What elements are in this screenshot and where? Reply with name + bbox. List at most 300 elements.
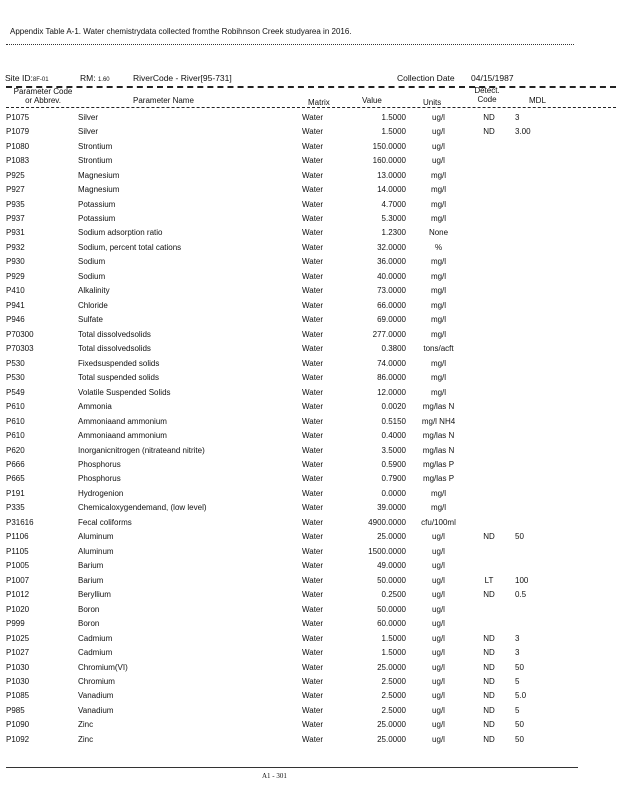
matrix-cell: Water [302,532,324,542]
param-name-cell: Ammonia [78,402,112,412]
units-cell: ug/l [432,691,445,701]
value-cell: 39.0000 [377,503,406,513]
table-row [4,313,531,327]
matrix-cell: Water [302,315,324,325]
param-name-cell: Boron [78,604,100,614]
header-top-rule [6,86,616,88]
matrix-cell: Water [302,633,324,643]
mdl-cell [507,602,531,616]
matrix-cell: Water [302,242,324,252]
units-cell: mg/l [430,387,447,397]
param-code-cell: P925 [6,170,25,180]
river-code: RiverCode - River[95-731] [133,73,232,83]
param-code-cell: P1007 [6,575,30,585]
units-cell: mg/l [430,185,447,195]
value-cell: 2.5000 [381,691,406,701]
site-id [5,73,49,83]
river-mile [80,73,110,83]
units-cell: ug/l [432,156,445,166]
param-name-cell: Total dissolvedsolids [78,329,151,339]
value-cell: 66.0000 [377,300,406,310]
detect-code-cell [471,602,507,616]
param-code-cell: P1020 [6,604,30,614]
units-cell: mg/l [430,300,447,310]
matrix-cell: Water [302,705,324,715]
param-code-cell: P1090 [6,720,30,730]
table-row [4,660,531,674]
param-name-cell: Potassium [78,199,116,209]
units-cell: mg/l [430,488,447,498]
table-row [4,182,531,196]
table-row [4,385,531,399]
detect-code-cell: ND [483,633,495,643]
value-cell: 150.0000 [372,141,406,151]
units-cell: mg/las N [422,402,455,412]
matrix-cell: Water [302,561,324,571]
param-code-cell: P31616 [6,517,34,527]
param-code-cell: P620 [6,445,25,455]
param-name-cell: Potassium [78,214,116,224]
value-cell: 13.0000 [377,170,406,180]
matrix-cell: Water [302,286,324,296]
table-row [4,631,531,645]
param-code-cell: P930 [6,257,25,267]
param-name-cell: Aluminum [78,532,114,542]
detect-code-cell [471,385,507,399]
detect-code-cell [471,443,507,457]
units-cell: None [428,228,449,238]
mdl-cell: 5.0 [515,691,527,701]
detect-code-cell [471,284,507,298]
title-divider [6,44,574,45]
matrix-cell: Water [302,199,324,209]
units-cell: ug/l [432,575,445,585]
table-row [4,197,531,211]
col-units: Units [423,98,442,107]
param-code-cell: P927 [6,185,25,195]
detect-code-cell [471,515,507,529]
matrix-cell: Water [302,546,324,556]
param-name-cell: Sodium [78,271,106,281]
mdl-cell [507,515,531,529]
units-cell: mg/las N [422,445,455,455]
units-cell: ug/l [432,561,445,571]
param-code-cell: P929 [6,271,25,281]
table-row [4,559,531,573]
detect-code-cell [471,356,507,370]
mdl-cell: 50 [515,662,524,672]
units-cell: ug/l [432,720,445,730]
param-code-cell: P1079 [6,127,30,137]
mdl-cell [507,356,531,370]
value-cell: 1500.0000 [368,546,406,556]
matrix-cell: Water [302,720,324,730]
param-code-cell: P932 [6,242,25,252]
param-code-cell: P70300 [6,329,34,339]
table-row [4,370,531,384]
value-cell: 25.0000 [377,532,406,542]
table-row [4,443,531,457]
units-cell: tons/acft [423,344,454,354]
matrix-cell: Water [302,416,324,426]
param-code-cell: P1012 [6,590,30,600]
value-cell: 25.0000 [377,734,406,744]
param-code-cell: P1025 [6,633,30,643]
mdl-cell: 3 [515,112,520,122]
value-cell: 14.0000 [377,185,406,195]
table-row [4,168,531,182]
units-cell: ug/l [432,141,445,151]
matrix-cell: Water [302,344,324,354]
detect-code-cell: ND [483,691,495,701]
matrix-cell: Water [302,185,324,195]
param-name-cell: Chromium [78,677,115,687]
detect-code-cell: ND [483,648,495,658]
detect-code-cell [471,269,507,283]
mdl-cell [507,284,531,298]
value-cell: 74.0000 [377,358,406,368]
value-cell: 60.0000 [377,619,406,629]
matrix-cell: Water [302,575,324,585]
matrix-cell: Water [302,329,324,339]
rm-value: 1.60 [97,77,110,83]
param-code-cell: P1030 [6,677,30,687]
param-code-cell: P985 [6,705,25,715]
value-cell: 0.0000 [381,488,406,498]
col-detect-code: Detect. Code [474,86,500,104]
units-cell: mg/las P [422,474,455,484]
mdl-cell [507,255,531,269]
value-cell: 160.0000 [372,156,406,166]
detect-code-cell: ND [483,705,495,715]
table-row [4,587,531,601]
mdl-cell [507,197,531,211]
units-cell: ug/l [432,633,445,643]
value-cell: 0.0020 [381,402,406,412]
value-cell: 3.5000 [381,445,406,455]
param-code-cell: P946 [6,315,25,325]
mdl-cell [507,414,531,428]
header-bottom-rule [6,107,616,108]
param-code-cell: P335 [6,503,25,513]
value-cell: 50.0000 [377,604,406,614]
param-name-cell: Sodium, percent total cations [78,242,182,252]
param-code-cell: P1080 [6,141,30,151]
detect-code-cell [471,472,507,486]
param-code-cell: P1092 [6,734,30,744]
site-id-label: Site ID: [5,73,33,83]
value-cell: 32.0000 [377,242,406,252]
matrix-cell: Water [302,214,324,224]
value-cell: 69.0000 [377,315,406,325]
units-cell: mg/las P [422,459,455,469]
param-name-cell: Chemicaloxygendemand, (low level) [78,503,207,513]
detect-code-cell [471,211,507,225]
detect-code-cell: ND [483,590,495,600]
mdl-cell [507,559,531,573]
mdl-cell [507,472,531,486]
table-row [4,327,531,341]
detect-code-cell: ND [483,677,495,687]
units-cell: ug/l [432,677,445,687]
matrix-cell: Water [302,141,324,151]
value-cell: 0.7900 [381,474,406,484]
param-code-cell: P530 [6,358,25,368]
mdl-cell: 50 [515,734,524,744]
value-cell: 1.2300 [381,228,406,238]
mdl-cell [507,342,531,356]
mdl-cell [507,211,531,225]
detect-code-cell [471,457,507,471]
matrix-cell: Water [302,604,324,614]
param-name-cell: Cadmium [78,648,113,658]
detect-code-cell [471,544,507,558]
mdl-cell [507,443,531,457]
param-name-cell: Zinc [78,720,94,730]
param-name-cell: Chloride [78,300,108,310]
units-cell: ug/l [432,619,445,629]
table-row [4,515,531,529]
mdl-cell [507,269,531,283]
units-cell: mg/l [430,329,447,339]
mdl-cell [507,139,531,153]
table-row [4,457,531,471]
col-param-name: Parameter Name [133,96,194,105]
units-cell: mg/l NH4 [421,416,456,426]
detect-code-cell [471,240,507,254]
detect-code-cell [471,327,507,341]
param-code-cell: P1083 [6,156,30,166]
detect-code-cell [471,313,507,327]
detect-code-cell [471,486,507,500]
param-code-cell: P530 [6,373,25,383]
mdl-cell [507,486,531,500]
mdl-cell [507,385,531,399]
units-cell: cfu/100ml [421,517,456,527]
col-param-code: Parameter Code or Abbrev. [13,87,73,105]
table-row [4,530,531,544]
table-row [4,139,531,153]
matrix-cell: Water [302,127,324,137]
table-row [4,602,531,616]
mdl-cell: 50 [515,532,524,542]
param-code-cell: P610 [6,431,25,441]
table-row [4,645,531,659]
param-name-cell: Barium [78,575,104,585]
mdl-cell [507,501,531,515]
mdl-cell: 5 [515,705,520,715]
param-name-cell: Zinc [78,734,94,744]
value-cell: 25.0000 [377,662,406,672]
param-name-cell: Ammoniaand ammonium [78,416,167,426]
param-code-cell: P549 [6,387,25,397]
param-name-cell: Boron [78,619,100,629]
detect-code-cell [471,559,507,573]
value-cell: 73.0000 [377,286,406,296]
param-code-cell: P1005 [6,561,30,571]
table-row [4,718,531,732]
mdl-cell: 3 [515,633,520,643]
matrix-cell: Water [302,517,324,527]
param-name-cell: Barium [78,561,104,571]
value-cell: 0.2500 [381,590,406,600]
param-name-cell: Strontium [78,141,113,151]
value-cell: 1.5000 [381,112,406,122]
param-code-cell: P937 [6,214,25,224]
units-cell: ug/l [432,546,445,556]
param-name-cell: Alkalinity [78,286,110,296]
value-cell: 36.0000 [377,257,406,267]
table-row [4,428,531,442]
detect-code-cell [471,370,507,384]
table-row [4,110,531,124]
footer-rule [6,767,578,768]
table-row [4,124,531,138]
param-code-cell: P191 [6,488,25,498]
param-name-cell: Silver [78,112,99,122]
value-cell: 40.0000 [377,271,406,281]
table-row [4,240,531,254]
param-code-cell: P1027 [6,648,30,658]
param-name-cell: Vanadium [78,705,114,715]
param-code-cell: P1075 [6,112,30,122]
detect-code-cell: ND [483,720,495,730]
units-cell: ug/l [432,734,445,744]
value-cell: 86.0000 [377,373,406,383]
table-row [4,544,531,558]
col-value: Value [362,96,382,105]
value-cell: 0.5900 [381,459,406,469]
col-matrix: Matrix [308,98,330,107]
units-cell: mg/las N [422,431,455,441]
matrix-cell: Water [302,734,324,744]
table-row [4,211,531,225]
chemistry-table [4,110,531,747]
detect-code-cell [471,139,507,153]
matrix-cell: Water [302,590,324,600]
matrix-cell: Water [302,228,324,238]
param-name-cell: Hydrogenion [78,488,124,498]
param-name-cell: Chromium(VI) [78,662,128,672]
mdl-cell [507,399,531,413]
table-row [4,573,531,587]
units-cell: mg/l [430,271,447,281]
detect-code-cell: ND [483,127,495,137]
param-code-cell: P931 [6,228,25,238]
param-name-cell: Vanadium [78,691,114,701]
value-cell: 1.5000 [381,633,406,643]
matrix-cell: Water [302,373,324,383]
table-row [4,732,531,746]
param-code-cell: P935 [6,199,25,209]
detect-code-cell [471,428,507,442]
table-row [4,342,531,356]
units-cell: mg/l [430,257,447,267]
matrix-cell: Water [302,488,324,498]
param-name-cell: Fecal coliforms [78,517,132,527]
units-cell: mg/l [430,199,447,209]
mdl-cell: 3 [515,648,520,658]
param-name-cell: Volatile Suspended Solids [78,387,171,397]
param-code-cell: P666 [6,459,25,469]
param-code-cell: P610 [6,416,25,426]
table-row [4,153,531,167]
matrix-cell: Water [302,387,324,397]
value-cell: 0.4000 [381,431,406,441]
param-name-cell: Inorganicnitrogen (nitrateand nitrite) [78,445,205,455]
value-cell: 2.5000 [381,705,406,715]
value-cell: 49.0000 [377,561,406,571]
param-code-cell: P410 [6,286,25,296]
units-cell: ug/l [432,705,445,715]
col-mdl: MDL [529,96,546,105]
param-code-cell: P1106 [6,532,29,542]
units-cell: mg/l [430,373,447,383]
param-name-cell: Strontium [78,156,113,166]
table-row [4,616,531,630]
detect-code-cell [471,153,507,167]
detect-code-cell: ND [483,734,495,744]
matrix-cell: Water [302,662,324,672]
detect-code-cell [471,342,507,356]
units-cell: % [434,242,443,252]
table-row [4,472,531,486]
matrix-cell: Water [302,445,324,455]
detect-code-cell: ND [483,532,495,542]
matrix-cell: Water [302,358,324,368]
units-cell: mg/l [430,503,447,513]
detect-code-cell [471,226,507,240]
units-cell: ug/l [432,648,445,658]
table-row [4,226,531,240]
site-id-value: 8F-01 [32,77,49,83]
param-name-cell: Sodium adsorption ratio [78,228,163,238]
table-row [4,298,531,312]
param-name-cell: Silver [78,127,99,137]
detect-code-cell: ND [483,662,495,672]
mdl-cell [507,457,531,471]
param-code-cell: P610 [6,402,25,412]
value-cell: 1.5000 [381,648,406,658]
detect-code-cell: LT [484,575,494,585]
table-row [4,703,531,717]
param-name-cell: Magnesium [78,185,120,195]
collection-date-value: 04/15/1987 [471,73,514,83]
param-name-cell: Phosphorus [78,474,121,484]
matrix-cell: Water [302,677,324,687]
param-name-cell: Beryllium [78,590,111,600]
param-code-cell: P999 [6,619,25,629]
param-code-cell: P941 [6,300,25,310]
matrix-cell: Water [302,170,324,180]
mdl-cell: 3.00 [515,127,531,137]
table-row [4,284,531,298]
mdl-cell [507,226,531,240]
param-name-cell: Sulfate [78,315,103,325]
matrix-cell: Water [302,156,324,166]
units-cell: ug/l [432,590,445,600]
matrix-cell: Water [302,474,324,484]
table-row [4,674,531,688]
param-name-cell: Sodium [78,257,106,267]
units-cell: mg/l [430,286,447,296]
param-name-cell: Magnesium [78,170,120,180]
table-row [4,356,531,370]
units-cell: mg/l [430,170,447,180]
mdl-cell [507,313,531,327]
mdl-cell [507,428,531,442]
param-name-cell: Ammoniaand ammonium [78,431,167,441]
